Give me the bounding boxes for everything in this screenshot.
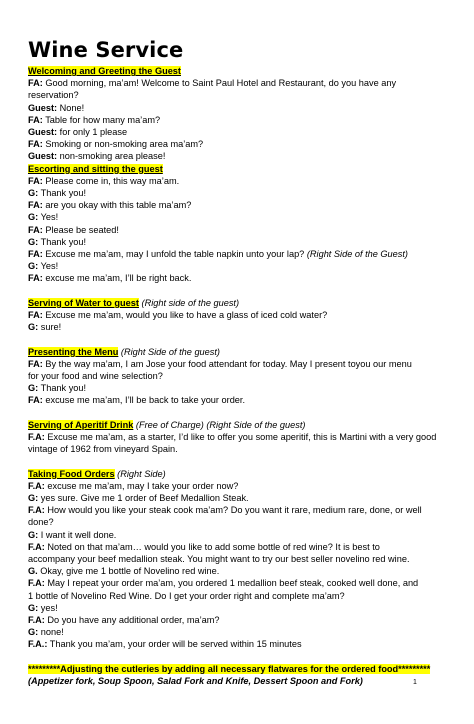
- section-heading-note: (Right side of the guest): [138, 297, 240, 308]
- speaker-label: F.A:: [28, 480, 45, 491]
- speaker-label: FA:: [28, 78, 43, 89]
- speaker-label: FA:: [28, 358, 43, 369]
- dialogue-line: [28, 175, 448, 187]
- dialogue-text: Yes!: [38, 261, 59, 272]
- dialogue-text: Good morning, ma’am! Welcome to Saint Paul Hotel and Restaurant, do you have any: [42, 78, 397, 89]
- dialogue-text: I want it well done.: [38, 529, 117, 540]
- dialogue-text: None!: [57, 102, 85, 113]
- speaker-label: F.A:: [28, 505, 45, 516]
- dialogue-line: [28, 394, 448, 406]
- dialogue-text: for only 1 please: [57, 127, 128, 138]
- dialogue-note: (Right Side of the Guest): [304, 249, 408, 260]
- dialogue-line: [28, 529, 448, 541]
- dialogue-text: excuse me ma’am, I’ll be right back.: [42, 273, 192, 284]
- dialogue-line: [28, 77, 448, 89]
- speaker-label: F.A:: [28, 578, 45, 589]
- section-heading-note: (Right Side of the guest): [118, 346, 220, 357]
- dialogue-line: [28, 272, 448, 284]
- speaker-label: G:: [28, 212, 39, 223]
- dialogue-text: vintage of 1962 from vineyard Spain.: [28, 444, 178, 455]
- section-heading-text: Taking Food Orders: [28, 468, 115, 479]
- speaker-label: G.: [28, 566, 38, 577]
- dialogue-line: [28, 309, 448, 321]
- document-body: [28, 65, 448, 687]
- speaker-label: FA:: [28, 139, 43, 150]
- dialogue-text: Excuse me ma’am, would you like to have a glass of iced cold water?: [42, 310, 328, 321]
- dialogue-line: [28, 382, 448, 394]
- speaker-label: FA:: [28, 175, 43, 186]
- dialogue-text: Thank you ma’am, your order will be served within 15 minutes: [47, 639, 302, 650]
- dialogue-line: [28, 224, 448, 236]
- dialogue-line: [28, 260, 448, 272]
- footer-note: (Appetizer fork, Soup Spoon, Salad Fork and Knife, Dessert Spoon and Fork): [28, 676, 363, 687]
- dialogue-line: [28, 236, 448, 248]
- dialogue-line: [28, 565, 448, 577]
- dialogue-line: [28, 89, 448, 101]
- dialogue-text: Thank you!: [38, 188, 87, 199]
- section-spacer: [28, 651, 448, 663]
- dialogue-text: sure!: [38, 322, 62, 333]
- speaker-label: F.A:: [28, 432, 45, 443]
- speaker-label: F.A:: [28, 541, 45, 552]
- speaker-label: G:: [28, 236, 39, 247]
- speaker-label: FA:: [28, 273, 43, 284]
- page-title: Wine Service: [28, 38, 184, 62]
- dialogue-line: [28, 590, 448, 602]
- section-heading: [28, 163, 448, 175]
- section-heading: [28, 468, 448, 480]
- dialogue-text: 1 bottle of Novelino Red Wine. Do I get your order right and complete ma’am?: [28, 590, 345, 601]
- dialogue-text: excuse me ma’am, may I take your order now?: [44, 480, 239, 491]
- speaker-label: Guest:: [28, 102, 58, 113]
- speaker-label: G:: [28, 602, 39, 613]
- speaker-label: FA:: [28, 249, 43, 260]
- dialogue-line: [28, 431, 448, 443]
- speaker-label: FA:: [28, 200, 43, 211]
- dialogue-line: [28, 492, 448, 504]
- dialogue-line: [28, 187, 448, 199]
- dialogue-line: [28, 638, 448, 650]
- dialogue-line: [28, 370, 448, 382]
- speaker-label: FA:: [28, 310, 43, 321]
- dialogue-line: [28, 321, 448, 333]
- section-heading-text: Serving of Aperitif Drink: [28, 419, 134, 430]
- section-spacer: [28, 333, 448, 345]
- speaker-label: G:: [28, 261, 39, 272]
- section-heading-text: Serving of Water to guest: [28, 297, 139, 308]
- dialogue-text: Do you have any additional order, ma’am?: [44, 615, 220, 626]
- section-heading: [28, 65, 448, 77]
- dialogue-line: [28, 211, 448, 223]
- dialogue-text: May I repeat your order ma’am, you ordered 1 medallion beef steak, cooked well done, and: [44, 578, 419, 589]
- dialogue-text: yes!: [38, 602, 58, 613]
- speaker-label: Guest:: [28, 127, 58, 138]
- dialogue-line: [28, 138, 448, 150]
- section-heading: [28, 419, 448, 431]
- speaker-label: Guest:: [28, 151, 58, 162]
- section-heading-note: (Free of Charge) (Right Side of the guest): [133, 419, 306, 430]
- section-heading-text: Welcoming and Greeting the Guest: [28, 66, 181, 76]
- dialogue-text: accompany your beef medallion steak. You might want to try our best seller novelino red wine.: [28, 554, 410, 565]
- section-heading-text: Presenting the Menu: [28, 346, 119, 357]
- dialogue-text: Yes!: [38, 212, 59, 223]
- section-spacer: [28, 407, 448, 419]
- section-heading: [28, 346, 448, 358]
- speaker-label: G:: [28, 627, 39, 638]
- section-heading-note: (Right Side): [114, 468, 166, 479]
- speaker-label: F.A.:: [28, 639, 48, 650]
- dialogue-line: [28, 602, 448, 614]
- section-heading-text: Escorting and sitting the guest: [28, 163, 163, 174]
- dialogue-line: [28, 480, 448, 492]
- speaker-label: G:: [28, 529, 39, 540]
- dialogue-line: [28, 443, 448, 455]
- dialogue-text: By the way ma’am, I am Jose your food attendant for today. May I present toyou our menu: [42, 358, 412, 369]
- dialogue-text: Smoking or non-smoking area ma’am?: [42, 139, 204, 150]
- dialogue-text: excuse me ma’am, I’ll be back to take your order.: [42, 395, 246, 406]
- dialogue-line: [28, 114, 448, 126]
- dialogue-line: [28, 614, 448, 626]
- dialogue-text: How would you like your steak cook ma’am? Do you want it rare, medium rare, done, or well: [44, 505, 422, 516]
- dialogue-line: [28, 626, 448, 638]
- dialogue-text: none!: [38, 627, 64, 638]
- dialogue-text: yes sure. Give me 1 order of Beef Medallion Steak.: [38, 493, 249, 504]
- dialogue-text: Excuse me ma’am, as a starter, I’d like to offer you some aperitif, this is Martini with a very good: [44, 432, 437, 443]
- speaker-label: FA:: [28, 224, 43, 235]
- dialogue-text: done?: [28, 517, 54, 528]
- dialogue-line: [28, 358, 448, 370]
- dialogue-text: Table for how many ma’am?: [42, 114, 161, 125]
- page-number: 1: [413, 679, 417, 686]
- dialogue-line: [28, 541, 448, 553]
- dialogue-line: [28, 150, 448, 162]
- dialogue-text: for your food and wine selection?: [28, 371, 163, 382]
- dialogue-text: Thank you!: [38, 383, 87, 394]
- speaker-label: F.A:: [28, 615, 45, 626]
- dialogue-text: Thank you!: [38, 236, 87, 247]
- dialogue-line: [28, 102, 448, 114]
- speaker-label: G:: [28, 188, 39, 199]
- dialogue-line: [28, 553, 448, 565]
- dialogue-text: Noted on that ma’am… would you like to add some bottle of red wine? It is best to: [44, 541, 380, 552]
- dialogue-line: [28, 516, 448, 528]
- speaker-label: FA:: [28, 395, 43, 406]
- dialogue-text: Please come in, this way ma’am.: [42, 175, 180, 186]
- dialogue-line: [28, 577, 448, 589]
- speaker-label: G:: [28, 383, 39, 394]
- dialogue-line: [28, 248, 448, 260]
- dialogue-line: [28, 199, 448, 211]
- footer-banner-text: *********Adjusting the cutleries by adding all necessary flatwares for the ordered food*********: [28, 663, 431, 674]
- dialogue-line: [28, 504, 448, 516]
- speaker-label: G:: [28, 322, 39, 333]
- dialogue-text: Please be seated!: [42, 224, 119, 235]
- dialogue-text: Okay, give me 1 bottle of Novelino red wine.: [37, 566, 220, 577]
- dialogue-text: reservation?: [28, 90, 79, 101]
- dialogue-text: are you okay with this table ma’am?: [42, 200, 192, 211]
- speaker-label: FA:: [28, 114, 43, 125]
- section-heading: [28, 297, 448, 309]
- footer-banner: [28, 663, 448, 675]
- section-spacer: [28, 455, 448, 467]
- speaker-label: G:: [28, 493, 39, 504]
- dialogue-text: non-smoking area please!: [57, 151, 166, 162]
- dialogue-line: [28, 126, 448, 138]
- dialogue-text: Excuse me ma’am, may I unfold the table napkin unto your lap?: [42, 249, 305, 260]
- section-spacer: [28, 285, 448, 297]
